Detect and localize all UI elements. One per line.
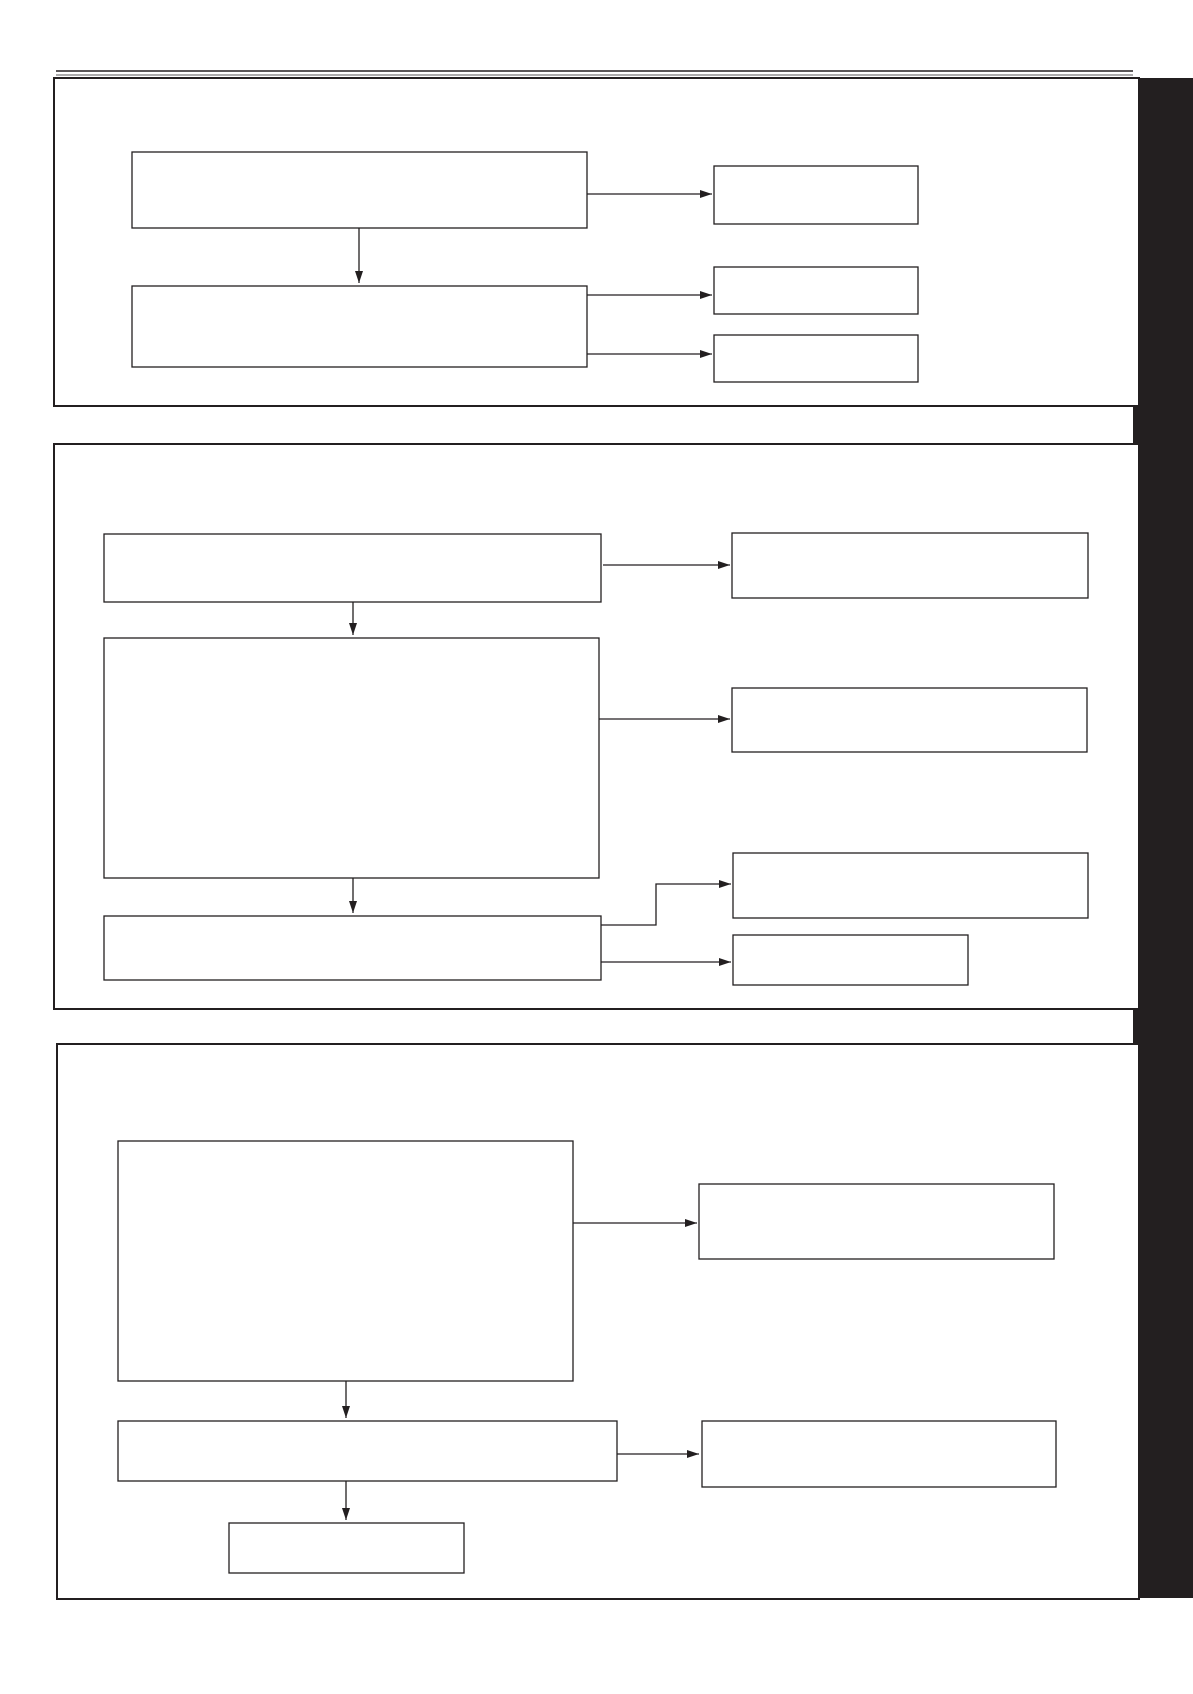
flow-node-1c bbox=[714, 166, 918, 224]
flow-node-1d bbox=[714, 267, 918, 314]
flow-node-2e bbox=[732, 688, 1087, 752]
flow-node-2d bbox=[104, 916, 601, 980]
flow-node-1e bbox=[714, 335, 918, 382]
flow-node-2c bbox=[732, 533, 1088, 598]
flow-node-3c bbox=[118, 1421, 617, 1481]
flow-node-2g bbox=[733, 935, 968, 985]
flow-node-2b bbox=[104, 638, 599, 878]
flow-node-2a bbox=[104, 534, 601, 602]
flow-node-2f bbox=[733, 853, 1088, 918]
flow-node-3b bbox=[699, 1184, 1054, 1259]
flow-node-3a bbox=[118, 1141, 573, 1381]
flow-node-3e bbox=[229, 1523, 464, 1573]
side-tab bbox=[1133, 78, 1193, 1598]
flow-node-3d bbox=[702, 1421, 1056, 1487]
flow-node-1b bbox=[132, 286, 587, 367]
flow-node-1a bbox=[132, 152, 587, 228]
